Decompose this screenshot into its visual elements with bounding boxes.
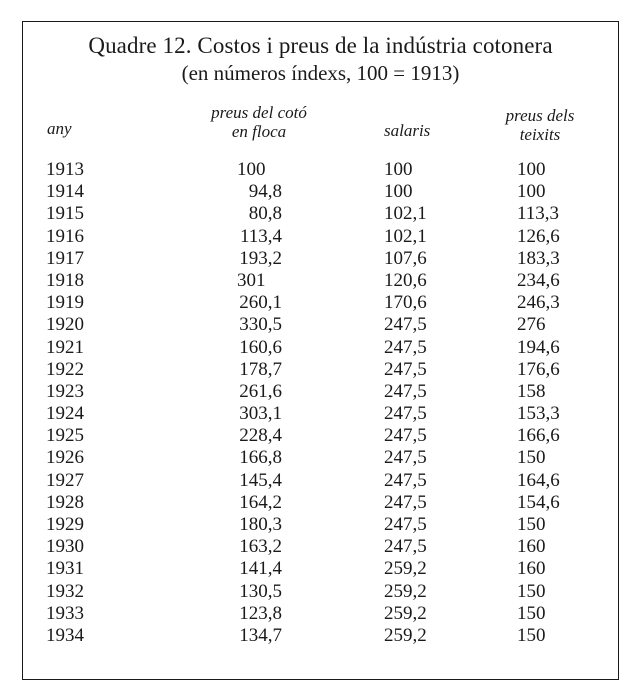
cell-cotton-price: 261,6 [239,380,282,402]
cell-cotton-price: 100 [237,159,266,180]
cell-fabric-price: 166,6 [517,425,560,447]
cell-wages: 247,5 [384,314,427,336]
table-row [0,181,641,203]
table-row [0,270,641,292]
cell-year: 1929 [46,514,84,535]
cell-cotton-price: 163,2 [239,536,282,558]
cell-fabric-price: 164,6 [517,469,560,491]
cell-wages: 107,6 [384,247,427,269]
cell-fabric-price: 153,3 [517,403,560,425]
cell-wages: 100 [384,181,413,203]
cell-fabric-price: 150 [517,602,546,624]
cell-wages: 247,5 [384,447,427,469]
cell-cotton-price: 130,5 [239,580,282,602]
cell-fabric-price: 160 [517,558,546,580]
table-row [0,159,641,181]
cell-fabric-price: 113,3 [517,203,560,225]
cell-fabric-price: 150 [517,580,546,602]
table-row [0,625,641,647]
cell-wages: 247,5 [384,403,427,425]
cell-cotton-price: 193,2 [239,247,282,269]
column-header-fabric-price [490,106,590,144]
cell-year: 1914 [46,181,84,203]
cell-cotton-price: 330,5 [239,314,282,336]
cell-cotton-price: 301 [237,269,266,291]
column-header-year: any [47,119,72,138]
column-header-cotton-line1: preus del cotó [211,103,307,122]
table-row [0,470,641,492]
cell-year: 1933 [46,602,84,624]
cell-wages: 120,6 [384,269,427,291]
cell-year: 1934 [46,624,84,646]
cell-cotton-price: 260,1 [239,292,282,314]
table-row [0,359,641,381]
column-header-fabric-line1: preus dels [505,106,575,125]
cell-fabric-price: 183,3 [517,247,560,269]
cell-cotton-price: 164,2 [239,491,282,513]
cell-year: 1917 [46,247,84,269]
table-row [0,337,641,359]
cell-fabric-price: 150 [517,514,546,535]
table-row [0,514,641,536]
cell-cotton-price: 160,6 [239,336,282,358]
cell-wages: 170,6 [384,292,427,314]
cell-cotton-price: 141,4 [239,558,282,580]
cell-fabric-price: 276 [517,314,546,336]
cell-year: 1928 [46,491,84,513]
cell-fabric-price: 158 [517,380,546,402]
cell-fabric-price: 126,6 [517,225,560,247]
cell-year: 1922 [46,358,84,380]
cell-fabric-price: 160 [517,536,546,558]
cell-cotton-price: 123,8 [239,602,282,624]
table-row [0,492,641,514]
cell-fabric-price: 234,6 [517,269,560,291]
column-header-fabric-line2: teixits [519,125,561,144]
cell-year: 1927 [46,469,84,491]
table-subtitle: (en números índexs, 100 = 1913) [181,61,460,85]
cell-wages: 259,2 [384,558,427,580]
cell-fabric-price: 150 [517,447,546,469]
cell-wages: 247,5 [384,491,427,513]
cell-wages: 247,5 [384,358,427,380]
cell-year: 1930 [46,536,84,558]
cell-wages: 259,2 [384,580,427,602]
cell-cotton-price: 180,3 [239,514,282,535]
table-row [0,558,641,580]
column-header-cotton-price [196,103,322,141]
table-row [0,581,641,603]
cell-year: 1931 [46,558,84,580]
cell-cotton-price: 134,7 [239,624,282,646]
table-row [0,403,641,425]
cell-wages: 247,5 [384,425,427,447]
cell-cotton-price: 303,1 [239,403,282,425]
cell-fabric-price: 150 [517,624,546,646]
cell-wages: 259,2 [384,602,427,624]
table-row [0,248,641,270]
table-row [0,226,641,248]
cell-year: 1918 [46,269,84,291]
table-row [0,381,641,403]
cell-cotton-price: 80,8 [248,203,282,225]
table-row [0,536,641,558]
cell-wages: 247,5 [384,514,427,535]
cell-wages: 247,5 [384,336,427,358]
cell-cotton-price: 166,8 [239,447,282,469]
cell-cotton-price: 178,7 [239,358,282,380]
cell-year: 1923 [46,380,84,402]
cell-fabric-price: 176,6 [517,358,560,380]
cell-fabric-price: 154,6 [517,491,560,513]
cell-year: 1920 [46,314,84,336]
cell-fabric-price: 100 [517,159,546,180]
cell-year: 1919 [46,292,84,314]
column-header-cotton-line2: en floca [231,122,287,141]
table-row [0,292,641,314]
column-header-wages: salaris [384,121,431,140]
cell-year: 1915 [46,203,84,225]
table-title: Quadre 12. Costos i preus de la indústria cotonera [88,33,553,58]
table-body [0,159,641,647]
cell-year: 1913 [46,159,84,180]
cell-fabric-price: 194,6 [517,336,560,358]
table-row [0,203,641,225]
cell-fabric-price: 246,3 [517,292,560,314]
cell-cotton-price: 113,4 [239,225,282,247]
cell-year: 1924 [46,403,84,425]
cell-wages: 102,1 [384,225,427,247]
cell-cotton-price: 228,4 [239,425,282,447]
table-row [0,447,641,469]
cell-year: 1925 [46,425,84,447]
table-row [0,314,641,336]
cell-wages: 100 [384,159,413,180]
cell-year: 1916 [46,225,84,247]
cell-year: 1921 [46,336,84,358]
table-row [0,425,641,447]
cell-cotton-price: 94,8 [248,181,282,203]
cell-wages: 247,5 [384,536,427,558]
cell-wages: 247,5 [384,380,427,402]
cell-fabric-price: 100 [517,181,546,203]
cell-year: 1932 [46,580,84,602]
cell-year: 1926 [46,447,84,469]
cell-wages: 259,2 [384,624,427,646]
cell-cotton-price: 145,4 [239,469,282,491]
table-row [0,603,641,625]
cell-wages: 102,1 [384,203,427,225]
cell-wages: 247,5 [384,469,427,491]
